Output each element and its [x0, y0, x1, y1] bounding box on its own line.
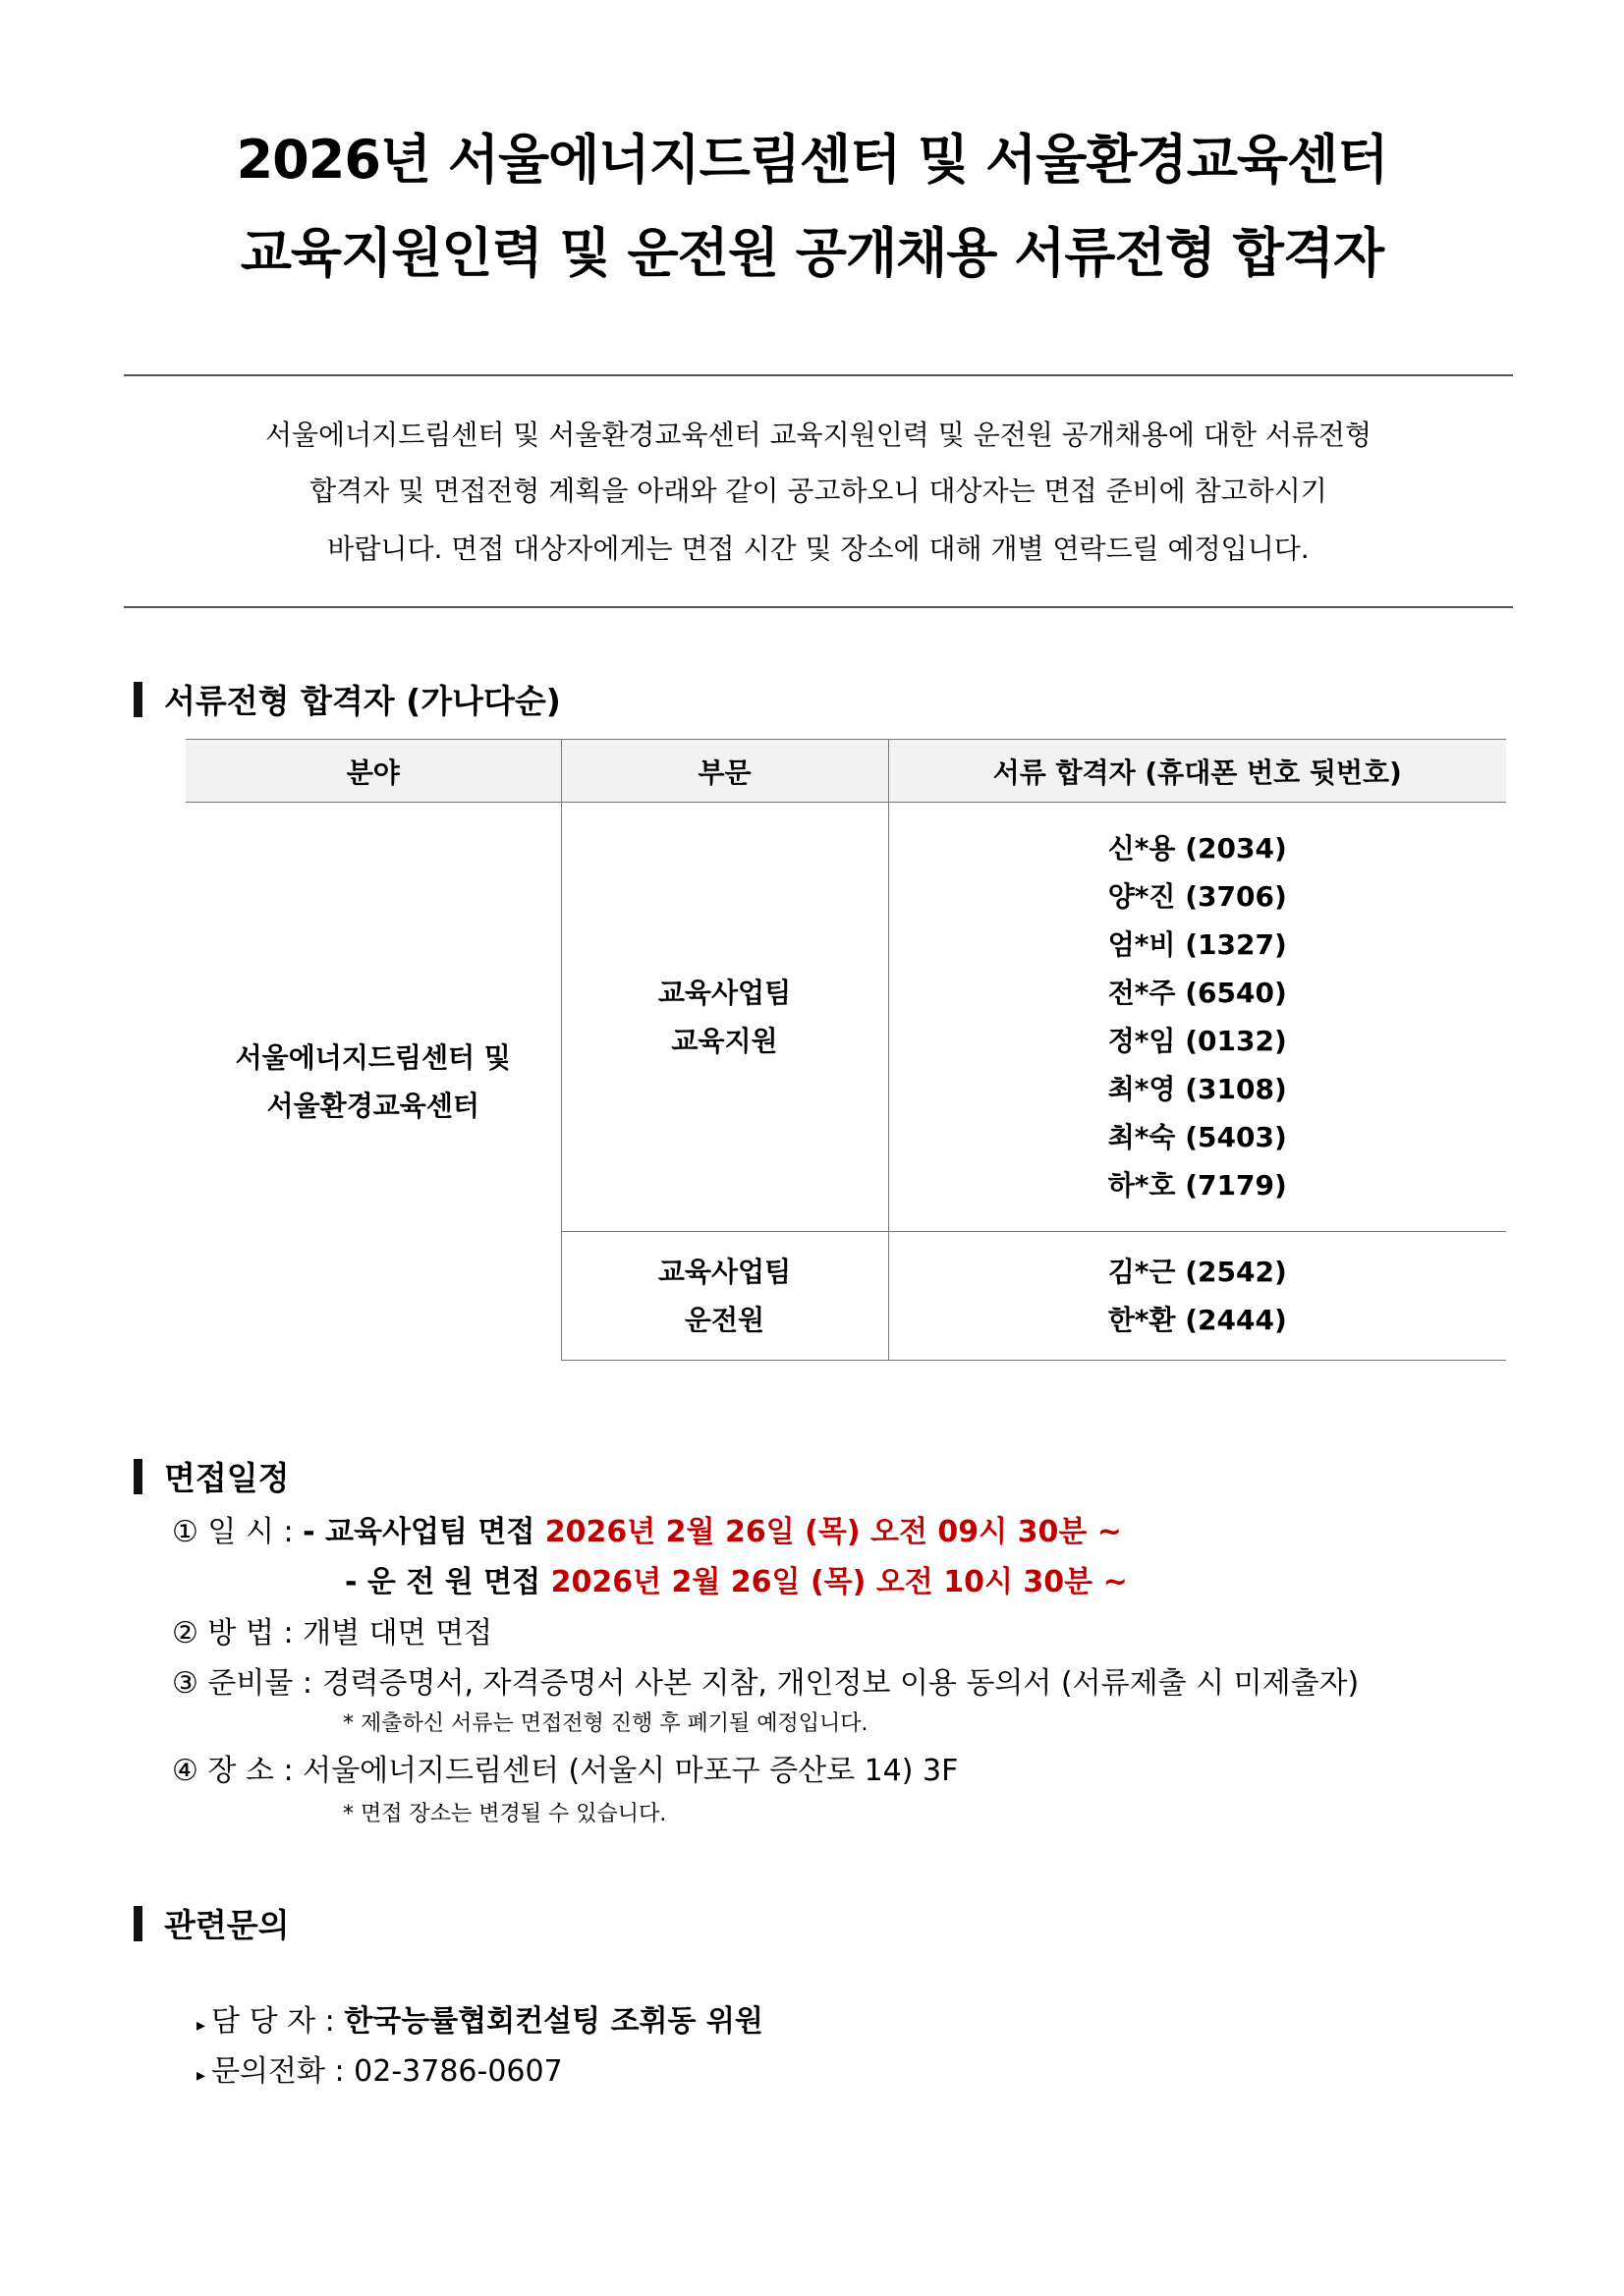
title-line-1: 2026년 서울에너지드림센터 및 서울환경교육센터 — [236, 129, 1388, 191]
applicant-name: 최*숙 (5403) — [1107, 1121, 1287, 1153]
table-row — [186, 803, 1506, 1232]
header-field: 분야 — [186, 740, 561, 803]
results-section-heading — [134, 676, 561, 722]
phone-number: 02-3786-0607 — [354, 2054, 563, 2089]
date1-time: 2026년 2월 26일 (목) 오전 09시 30분 ~ — [544, 1515, 1122, 1549]
applicant-name: 하*호 (7179) — [1107, 1169, 1287, 1202]
prep-label: ③ 준비물 : — [172, 1666, 322, 1701]
place-label: ④ 장 소 : — [172, 1754, 304, 1788]
contact-phone-line — [196, 2046, 563, 2090]
division-line: 운전원 — [684, 1304, 765, 1336]
interview-prep-line — [172, 1658, 1359, 1702]
applicants-cell — [888, 1232, 1506, 1361]
division-cell — [561, 803, 888, 1232]
results-heading-text: 서류전형 합격자 (가나다순) — [164, 682, 561, 720]
contact-person-line — [196, 1996, 763, 2040]
date-label: ① 일 시 : — [172, 1515, 304, 1549]
interview-method-line — [172, 1608, 492, 1652]
section-bar-icon — [134, 1906, 142, 1941]
division-line: 교육사업팀 — [657, 1256, 792, 1288]
person-label: 담 당 자 : — [211, 2004, 345, 2039]
field-line: 서울환경교육센터 — [266, 1089, 479, 1122]
interview-place-line — [172, 1746, 958, 1789]
division-line: 교육지원 — [671, 1025, 778, 1057]
divider-bottom — [124, 606, 1513, 608]
place-note: * 면접 장소는 변경될 수 있습니다. — [343, 1802, 667, 1826]
divider-top — [124, 374, 1513, 376]
date1-team: - 교육사업팀 면접 — [303, 1515, 545, 1549]
field-cell — [186, 803, 561, 1361]
triangle-bullet-icon: ▸ — [196, 2015, 206, 2036]
applicant-name: 한*환 (2444) — [1107, 1304, 1287, 1336]
person-name: 한국능률협회컨설팅 조휘동 위원 — [344, 2004, 763, 2039]
applicant-name: 최*영 (3108) — [1107, 1073, 1287, 1105]
division-cell — [561, 1232, 888, 1361]
method-text: 개별 대면 면접 — [303, 1616, 493, 1651]
contact-section-heading — [134, 1900, 290, 1946]
applicant-name: 전*주 (6540) — [1107, 977, 1287, 1009]
contact-heading-text: 관련문의 — [164, 1906, 290, 1944]
division-line: 교육사업팀 — [657, 977, 792, 1009]
interview-section-heading — [134, 1453, 290, 1499]
date2-time: 2026년 2월 26일 (목) 오전 10시 30분 ~ — [550, 1565, 1128, 1599]
method-label: ② 방 법 : — [172, 1616, 304, 1651]
applicant-name: 양*진 (3706) — [1107, 880, 1287, 913]
prep-note: * 제출하신 서류는 면접전형 진행 후 폐기될 예정입니다. — [343, 1711, 868, 1736]
intro-line-2: 합격자 및 면접전형 계획을 아래와 같이 공고하오니 대상자는 면접 준비에 참고하시기 — [309, 475, 1327, 507]
applicant-name: 정*임 (0132) — [1107, 1025, 1287, 1057]
triangle-bullet-icon: ▸ — [196, 2065, 206, 2086]
table-header-row — [186, 740, 1506, 803]
field-line: 서울에너지드림센터 및 — [235, 1040, 511, 1074]
results-table — [186, 739, 1506, 1361]
intro-line-3: 바랍니다. 면접 대상자에게는 면접 시간 및 장소에 대해 개별 연락드릴 예정입니다. — [327, 532, 1310, 565]
interview-heading-text: 면접일정 — [164, 1459, 290, 1497]
section-bar-icon — [134, 682, 142, 717]
section-bar-icon — [134, 1459, 142, 1494]
phone-label: 문의전화 : — [211, 2054, 355, 2089]
prep-text: 경력증명서, 자격증명서 사본 지참, 개인정보 이용 동의서 (서류제출 시 미제출자) — [321, 1666, 1360, 1701]
date2-team: - 운 전 원 면접 — [345, 1565, 551, 1599]
applicant-name: 김*근 (2542) — [1107, 1256, 1287, 1288]
interview-date-line-2 — [345, 1557, 1128, 1600]
place-text: 서울에너지드림센터 (서울시 마포구 증산로 14) 3F — [303, 1754, 959, 1788]
title-line-2: 교육지원인력 및 운전원 공개채용 서류전형 합격자 — [240, 222, 1384, 284]
applicant-name: 신*용 (2034) — [1107, 832, 1287, 865]
header-division: 부문 — [561, 740, 888, 803]
applicant-name: 엄*비 (1327) — [1107, 928, 1287, 961]
interview-date-line-1 — [172, 1507, 1122, 1550]
header-applicants: 서류 합격자 (휴대폰 번호 뒷번호) — [888, 740, 1506, 803]
intro-line-1: 서울에너지드림센터 및 서울환경교육센터 교육지원인력 및 운전원 공개채용에 대한 서류전형 — [264, 419, 1372, 451]
applicants-cell — [888, 803, 1506, 1232]
